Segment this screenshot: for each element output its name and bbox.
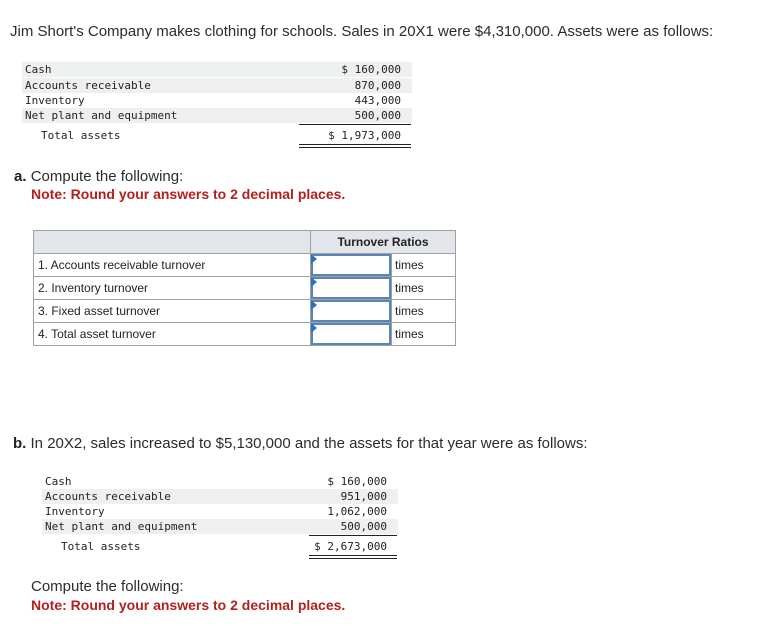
asset-label: Net plant and equipment xyxy=(25,109,178,122)
ratio-label: 2. Inventory turnover xyxy=(34,277,311,300)
total-value: $ 2,673,000 xyxy=(314,540,387,553)
part-a-note: Note: Round your answers to 2 decimal places. xyxy=(31,186,346,202)
problem-intro: Jim Short's Company makes clothing for schools. Sales in 20X1 were $4,310,000. Assets were as follows: xyxy=(10,23,714,40)
part-b-instruction: Compute the following: xyxy=(31,578,184,595)
asset-value: 500,000 xyxy=(354,109,401,122)
total-value: $ 1,973,000 xyxy=(328,129,401,142)
ratio-label: 1. Accounts receivable turnover xyxy=(34,254,311,277)
unit-label: times xyxy=(392,254,456,277)
turnover-ratios-header: Turnover Ratios xyxy=(311,231,456,254)
asset-label: Accounts receivable xyxy=(25,79,151,92)
part-b-text: b. In 20X2, sales increased to $5,130,000 and the assets for that year were as follows: xyxy=(13,435,588,452)
total-label: Total assets xyxy=(41,129,121,142)
part-a-letter: a. xyxy=(14,168,27,185)
ratio-label: 4. Total asset turnover xyxy=(34,323,311,346)
asset-value: 951,000 xyxy=(340,490,387,503)
asset-label: Cash xyxy=(25,63,52,76)
asset-value: $ 160,000 xyxy=(327,475,387,488)
total-double-rule-top xyxy=(309,555,397,556)
part-b-note: Note: Round your answers to 2 decimal places. xyxy=(31,597,346,613)
subtotal-rule xyxy=(309,535,397,536)
ratio-label: 3. Fixed asset turnover xyxy=(34,300,311,323)
total-label: Total assets xyxy=(61,540,141,553)
part-a-instruction: a. Compute the following: xyxy=(14,168,184,185)
asset-label: Accounts receivable xyxy=(45,490,171,503)
asset-value: 870,000 xyxy=(354,79,401,92)
unit-label: times xyxy=(392,323,456,346)
unit-label: times xyxy=(392,300,456,323)
asset-label: Net plant and equipment xyxy=(45,520,198,533)
part-b-letter: b. xyxy=(13,435,27,452)
asset-value: 500,000 xyxy=(340,520,387,533)
asset-value: 443,000 xyxy=(354,94,401,107)
asset-label: Inventory xyxy=(25,94,85,107)
asset-label: Inventory xyxy=(45,505,105,518)
unit-label: times xyxy=(392,277,456,300)
asset-value: 1,062,000 xyxy=(327,505,387,518)
asset-value: $ 160,000 xyxy=(341,63,401,76)
asset-label: Cash xyxy=(45,475,72,488)
total-double-rule-bottom xyxy=(309,558,397,559)
